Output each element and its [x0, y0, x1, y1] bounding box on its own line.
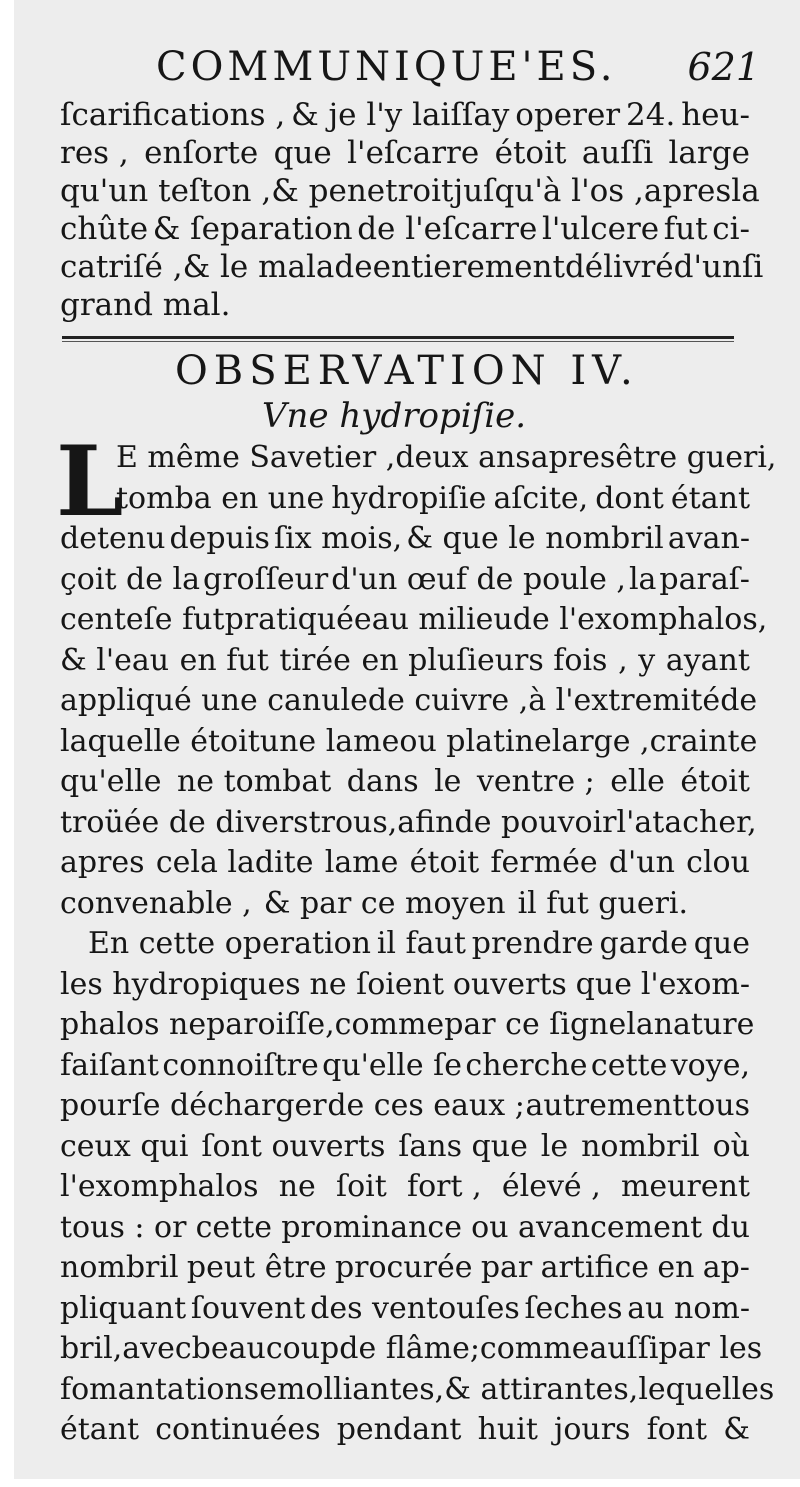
text-word: au milieu: [371, 602, 513, 637]
text-line: [60, 1248, 750, 1289]
text-word: convenable ,: [60, 885, 252, 921]
text-word: la: [731, 173, 760, 209]
text-word: ſouvent: [190, 1290, 306, 1326]
text-line: [60, 722, 758, 763]
text-line: [60, 1127, 750, 1168]
text-word: ſe décharger: [131, 1088, 327, 1123]
text-word: la: [628, 561, 657, 597]
text-word: en: [657, 1250, 695, 1285]
text-word: jours: [554, 1412, 631, 1447]
text-word: detenu: [60, 521, 166, 556]
text-word: dont: [595, 480, 664, 516]
text-word: ne tombat: [176, 764, 332, 799]
text-word: étoit: [680, 764, 750, 799]
text-word: les hydropiques: [60, 966, 301, 1002]
text-word: çoit de la: [60, 561, 201, 597]
text-word: au nom-: [627, 1290, 750, 1326]
text-line: [60, 803, 757, 844]
text-word: de l'exomphalos,: [512, 602, 768, 637]
text-word: cette: [590, 1047, 668, 1083]
text-word: par les: [658, 1331, 763, 1366]
text-word: tomba en une: [116, 480, 325, 516]
text-word: heu-: [681, 97, 750, 133]
observation-body-text: [60, 438, 777, 1451]
text-word: res ,: [60, 135, 129, 171]
text-line: [60, 1167, 750, 1208]
text-word: clou: [686, 845, 750, 880]
text-word: l'exomphalos: [60, 1169, 259, 1204]
text-word: crainte: [649, 723, 758, 759]
text-word: prendre: [471, 926, 594, 961]
text-line: [60, 210, 750, 248]
text-word: groſſeur: [203, 561, 329, 597]
text-word: beaucoup: [191, 1331, 340, 1366]
text-word: ou platine: [399, 723, 552, 759]
text-word: lame: [324, 845, 399, 880]
text-word: ſoit: [335, 1169, 387, 1204]
text-word: où: [712, 1128, 750, 1164]
text-word: auſſi: [589, 1331, 659, 1366]
text-word: d'un œuf de poule ,: [331, 561, 626, 597]
text-word: & que le nombril: [406, 521, 664, 556]
text-word: entierement: [372, 249, 565, 285]
text-word: étant: [60, 1412, 140, 1447]
text-word: auſſi: [581, 135, 654, 171]
running-head: COMMUNIQUE'ES.: [156, 44, 617, 90]
text-line: [60, 519, 750, 560]
text-word: depuis: [169, 521, 270, 556]
text-line: [60, 1208, 750, 1249]
text-word: prominance: [281, 1209, 462, 1245]
text-word: de l'eſcarre: [357, 211, 538, 247]
text-word: troüée de divers: [60, 804, 309, 840]
text-word: ne ſoient: [309, 966, 445, 1002]
text-word: emolliantes,: [259, 1371, 445, 1407]
text-word: à l'extremité: [528, 683, 721, 718]
text-line: [60, 641, 750, 682]
page-bottom-margin: [0, 1479, 800, 1487]
text-word: & je l'y laiſſay: [291, 97, 510, 133]
text-line: [60, 924, 750, 965]
text-word: catriſé ,: [60, 249, 183, 285]
text-word: que: [575, 966, 632, 1002]
text-word: l'atacher,: [616, 804, 757, 840]
text-word: en fut: [179, 642, 269, 678]
text-word: dans: [346, 764, 419, 799]
text-line: [60, 1410, 750, 1451]
text-word: avan-: [667, 521, 750, 556]
text-word: ouverts: [452, 966, 567, 1002]
text-line: [60, 843, 750, 884]
text-line: [60, 479, 750, 520]
text-word: pour: [60, 1088, 131, 1123]
text-word: être gueri,: [615, 440, 777, 475]
text-word: du: [711, 1209, 750, 1245]
text-word: ci-: [712, 211, 750, 247]
text-word: continuées: [155, 1412, 321, 1447]
text-line: [60, 965, 750, 1006]
text-word: ſont ouverts: [201, 1128, 386, 1164]
text-word: ſans que: [398, 1128, 528, 1164]
text-word: le: [540, 1128, 569, 1164]
text-word: pliquant: [60, 1290, 187, 1326]
text-word: appliqué une canule: [60, 683, 368, 718]
text-word: garde: [599, 926, 688, 961]
text-word: nombril: [60, 1250, 179, 1285]
text-word: artifice: [540, 1250, 650, 1285]
page-header: [60, 42, 760, 92]
text-word: pratiquée: [224, 602, 372, 637]
text-word: large: [668, 135, 750, 171]
text-word: d'un: [673, 249, 742, 285]
text-word: autrement: [525, 1088, 685, 1123]
text-line: [60, 1005, 755, 1046]
text-line: [60, 560, 750, 601]
text-word: de: [720, 683, 758, 718]
text-line: [60, 600, 768, 641]
text-word: E même Savetier ,: [116, 440, 396, 475]
text-word: grand mal.: [60, 287, 231, 323]
text-word: nature: [653, 1007, 755, 1042]
text-word: il faut: [376, 926, 466, 961]
text-word: apres: [60, 845, 145, 880]
text-word: large ,: [551, 723, 650, 759]
text-word: il fut gueri.: [517, 885, 689, 921]
text-word: fort ,: [407, 1169, 482, 1204]
text-line: [60, 1370, 775, 1411]
text-word: peut être: [186, 1250, 327, 1285]
text-word: En cette operation: [88, 926, 371, 961]
text-word: apres: [643, 173, 732, 209]
text-word: étoit: [494, 135, 567, 171]
text-word: enſorte: [144, 135, 259, 171]
text-word: étoit: [409, 845, 480, 880]
text-word: tous : or: [60, 1209, 187, 1245]
text-word: fut: [663, 211, 708, 247]
text-word: & ſeparation: [152, 211, 353, 247]
text-word: fermée: [490, 845, 598, 880]
text-word: & attirantes,lequelles: [444, 1371, 775, 1407]
text-word: de ces eaux ;: [327, 1088, 525, 1123]
text-word: & par ce moyen: [263, 885, 506, 921]
text-word: ſeches: [524, 1290, 623, 1326]
text-word: de flâme;comme: [339, 1331, 590, 1366]
text-word: pendant: [336, 1412, 462, 1447]
text-word: hydropiſie: [331, 480, 487, 516]
text-word: ſix mois,: [274, 521, 403, 556]
text-word: que: [693, 926, 750, 961]
text-word: qu'un teſton ,: [60, 173, 272, 209]
text-word: étant: [670, 480, 750, 516]
observation-subtitle: Vne hydropiſie.: [262, 396, 526, 436]
text-word: phalos ne: [60, 1007, 207, 1042]
continued-paragraph: [60, 96, 764, 324]
text-word: meurent: [620, 1169, 750, 1204]
text-word: des ventouſes: [310, 1290, 520, 1326]
section-divider-rule: [62, 336, 734, 339]
observation-heading: OBSERVATION IV.: [175, 348, 639, 394]
text-word: en pluſieurs fois: [361, 642, 608, 678]
text-word: de cuivre ,: [367, 683, 529, 718]
text-word: paraſ-: [659, 561, 750, 597]
text-word: l'ulcere: [541, 211, 660, 247]
text-word: ventre ;: [476, 764, 595, 799]
text-line: [60, 762, 750, 803]
text-word: élevé ,: [501, 1169, 601, 1204]
text-line: [60, 1329, 763, 1370]
text-word: aſcite,: [493, 480, 589, 516]
text-line: [60, 1086, 750, 1127]
text-word: faiſant: [60, 1047, 159, 1083]
text-line: [60, 248, 764, 286]
text-word: une lame: [259, 723, 400, 759]
text-word: d'un: [608, 845, 675, 880]
text-word: elle: [610, 764, 665, 799]
text-word: par ce ſigne: [444, 1007, 627, 1042]
text-word: ap-: [702, 1250, 750, 1285]
text-line: [60, 1289, 750, 1330]
text-word: procurée: [334, 1250, 473, 1285]
text-word: le: [434, 764, 462, 799]
text-word: trous,afin: [308, 804, 455, 840]
text-word: y: [638, 642, 656, 678]
text-word: qu'elle ſe: [322, 1047, 463, 1083]
text-word: huit: [477, 1412, 538, 1447]
text-word: cherche: [465, 1047, 588, 1083]
text-word: paroiſſe,comme: [206, 1007, 445, 1042]
text-word: que: [273, 135, 332, 171]
text-word: ou avancement: [471, 1209, 703, 1245]
text-word: font: [646, 1412, 708, 1447]
text-line: [60, 884, 750, 925]
page-number: 621: [687, 45, 760, 89]
text-word: &: [723, 1412, 750, 1447]
text-word: centeſe fut: [60, 602, 225, 637]
text-word: ſcarifications ,: [60, 97, 286, 133]
text-line: [60, 286, 750, 324]
text-word: délivré: [564, 249, 674, 285]
text-word: tirée: [279, 642, 351, 678]
text-word: qu'elle: [60, 764, 162, 799]
text-word: juſqu'à l'os ,: [453, 173, 644, 209]
text-word: cette: [195, 1209, 273, 1245]
text-word: ayant: [665, 642, 750, 678]
text-word: ne: [278, 1169, 316, 1204]
text-word: l'exom-: [640, 966, 750, 1002]
text-word: ceux qui: [60, 1128, 189, 1164]
text-line: [60, 438, 777, 479]
text-word: deux ans: [395, 440, 531, 475]
text-word: bril,avec: [60, 1331, 192, 1366]
page-gutter: [0, 0, 14, 1487]
text-line: [60, 172, 760, 210]
text-word: & l'eau: [60, 642, 170, 678]
text-word: voye,: [670, 1047, 750, 1083]
text-word: nombril: [581, 1128, 700, 1164]
text-word: & le malade: [182, 249, 373, 285]
text-word: fomantations: [60, 1371, 260, 1407]
text-word: de pouvoir: [454, 804, 617, 840]
text-word: chûte: [60, 211, 149, 247]
text-line: [60, 96, 750, 134]
text-word: ,: [618, 642, 628, 678]
text-line: [60, 134, 750, 172]
text-word: apres: [530, 440, 616, 475]
text-word: operer: [515, 97, 621, 133]
text-word: la: [626, 1007, 654, 1042]
text-line: [60, 681, 758, 722]
text-word: connoiſtre: [162, 1047, 319, 1083]
text-word: 24.: [626, 97, 676, 133]
text-line: [60, 1046, 750, 1087]
drop-cap-letter: L: [56, 425, 124, 538]
text-word: cela ladite: [155, 845, 314, 880]
text-word: l'eſcarre: [347, 135, 480, 171]
text-word: laquelle étoit: [60, 723, 260, 759]
text-word: par: [480, 1250, 533, 1285]
text-word: ſi: [741, 249, 764, 285]
text-word: tous: [685, 1088, 750, 1123]
text-word: & penetroit: [271, 173, 454, 209]
